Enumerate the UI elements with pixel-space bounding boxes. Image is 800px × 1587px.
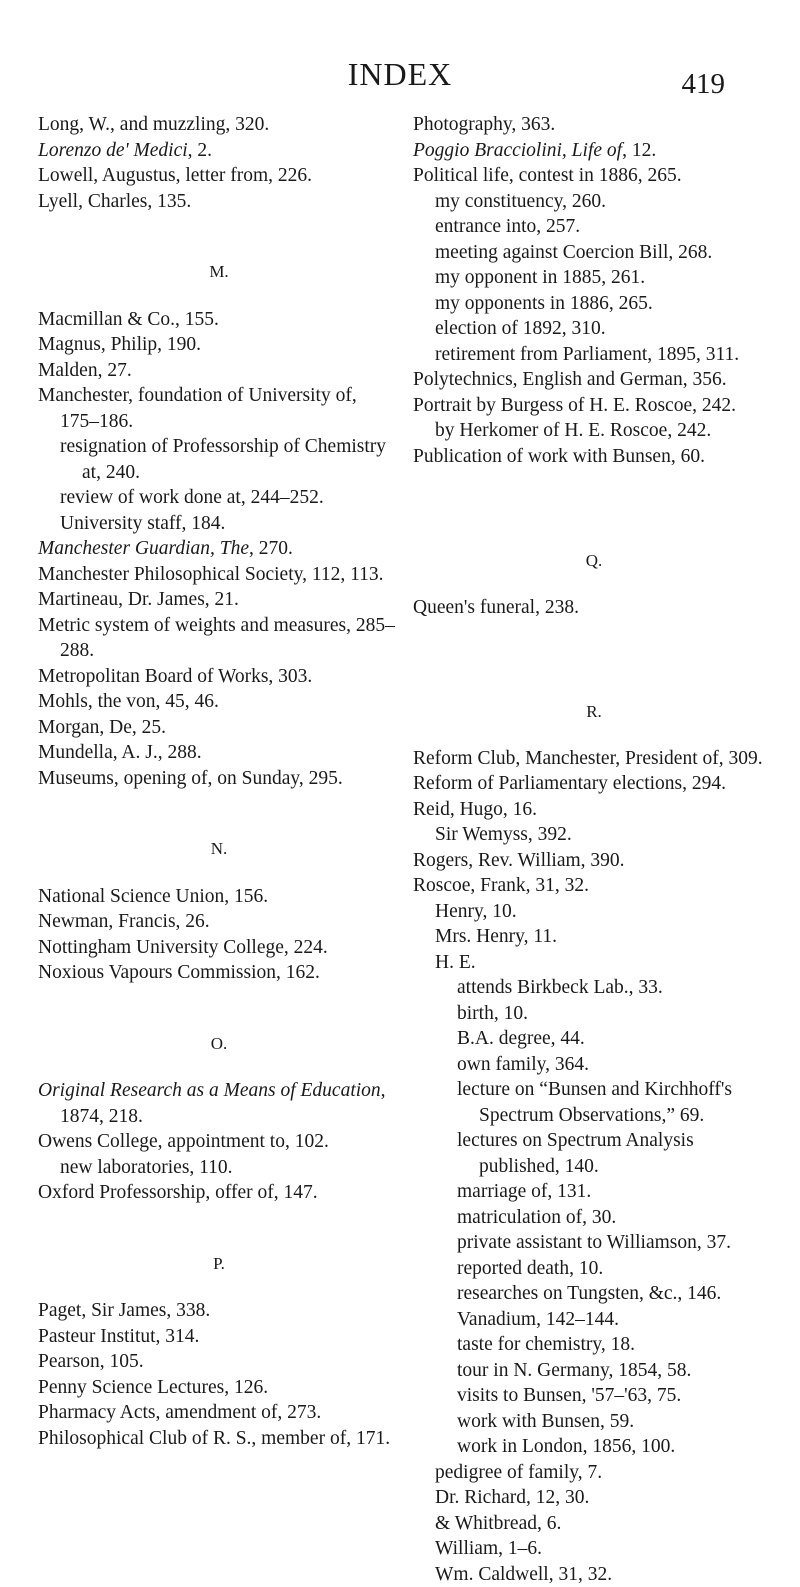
section-letter: R. — [413, 699, 775, 725]
index-entry: Pasteur Institut, 314. — [38, 1324, 400, 1350]
running-title: INDEX — [0, 58, 800, 90]
index-entry: Museums, opening of, on Sunday, 295. — [38, 766, 400, 792]
index-entry: Mundella, A. J., 288. — [38, 740, 400, 766]
index-subentry: my constituency, 260. — [413, 189, 775, 215]
index-subentry: tour in N. Germany, 1854, 58. — [413, 1358, 775, 1384]
index-entry: Malden, 27. — [38, 358, 400, 384]
section-letter: O. — [38, 1031, 400, 1057]
index-entry: Martineau, Dr. James, 21. — [38, 587, 400, 613]
index-subentry: & Whitbread, 6. — [413, 1511, 775, 1537]
index-subentry: election of 1892, 310. — [413, 316, 775, 342]
index-subentry: new laboratories, 110. — [38, 1155, 400, 1181]
index-subentry: William, 1–6. — [413, 1536, 775, 1562]
index-subentry: work with Bunsen, 59. — [413, 1409, 775, 1435]
section-letter: N. — [38, 836, 400, 862]
index-entry: Poggio Bracciolini, Life of, 12. — [413, 138, 775, 164]
index-subentry: H. E. — [413, 950, 775, 976]
index-entry: Oxford Professorship, offer of, 147. — [38, 1180, 400, 1206]
index-entry: Publication of work with Bunsen, 60. — [413, 444, 775, 470]
index-subentry: lectures on Spectrum Analysis published, 140. — [413, 1128, 775, 1179]
index-subentry: visits to Bunsen, '57–'63, 75. — [413, 1383, 775, 1409]
index-entry: Paget, Sir James, 338. — [38, 1298, 400, 1324]
index-entry: Polytechnics, English and German, 356. — [413, 367, 775, 393]
index-subentry: lecture on “Bunsen and Kirchhoff's Spectrum Observations,” 69. — [413, 1077, 775, 1128]
index-subentry: review of work done at, 244–252. — [38, 485, 400, 511]
section-letter: Q. — [413, 548, 775, 574]
index-subentry: reported death, 10. — [413, 1256, 775, 1282]
index-subentry: Wm. Caldwell, 31, 32. — [413, 1562, 775, 1587]
index-entry: Morgan, De, 25. — [38, 715, 400, 741]
index-subentry: B.A. degree, 44. — [413, 1026, 775, 1052]
index-subentry: own family, 364. — [413, 1052, 775, 1078]
index-subentry: my opponents in 1886, 265. — [413, 291, 775, 317]
index-entry: Rogers, Rev. William, 390. — [413, 848, 775, 874]
index-entry: Mohls, the von, 45, 46. — [38, 689, 400, 715]
index-subentry: work in London, 1856, 100. — [413, 1434, 775, 1460]
index-entry: Magnus, Philip, 190. — [38, 332, 400, 358]
index-entry: Metric system of weights and measures, 285–288. — [38, 613, 400, 664]
index-subentry: Sir Wemyss, 392. — [413, 822, 775, 848]
index-entry: Penny Science Lectures, 126. — [38, 1375, 400, 1401]
index-subentry: my opponent in 1885, 261. — [413, 265, 775, 291]
index-entry: Pharmacy Acts, amendment of, 273. — [38, 1400, 400, 1426]
index-entry: Queen's funeral, 238. — [413, 595, 775, 621]
index-subentry: private assistant to Williamson, 37. — [413, 1230, 775, 1256]
index-subentry: entrance into, 257. — [413, 214, 775, 240]
index-entry: Macmillan & Co., 155. — [38, 307, 400, 333]
index-entry: Pearson, 105. — [38, 1349, 400, 1375]
index-entry: Owens College, appointment to, 102. — [38, 1129, 400, 1155]
index-subentry: Vanadium, 142–144. — [413, 1307, 775, 1333]
index-subentry: resignation of Professorship of Chemistry at, 240. — [38, 434, 400, 485]
index-entry: Philosophical Club of R. S., member of, 171. — [38, 1426, 400, 1452]
index-subentry: birth, 10. — [413, 1001, 775, 1027]
index-subentry: matriculation of, 30. — [413, 1205, 775, 1231]
section-letter: M. — [38, 259, 400, 285]
index-subentry: Mrs. Henry, 11. — [413, 924, 775, 950]
index-entry: Metropolitan Board of Works, 303. — [38, 664, 400, 690]
section-letter: P. — [38, 1251, 400, 1277]
index-column-left — [38, 112, 400, 1451]
index-entry: Noxious Vapours Commission, 162. — [38, 960, 400, 986]
index-entry: Nottingham University College, 224. — [38, 935, 400, 961]
index-entry: Reform Club, Manchester, President of, 309. — [413, 746, 775, 772]
index-subentry: University staff, 184. — [38, 511, 400, 537]
index-entry: Lyell, Charles, 135. — [38, 189, 400, 215]
index-subentry: marriage of, 131. — [413, 1179, 775, 1205]
index-subentry: meeting against Coercion Bill, 268. — [413, 240, 775, 266]
index-subentry: attends Birkbeck Lab., 33. — [413, 975, 775, 1001]
index-entry: Manchester, foundation of University of, 175–186. — [38, 383, 400, 434]
index-subentry: Dr. Richard, 12, 30. — [413, 1485, 775, 1511]
index-entry: Lorenzo de' Medici, 2. — [38, 138, 400, 164]
index-subentry: Henry, 10. — [413, 899, 775, 925]
index-entry: Lowell, Augustus, letter from, 226. — [38, 163, 400, 189]
index-entry: Long, W., and muzzling, 320. — [38, 112, 400, 138]
index-entry: Newman, Francis, 26. — [38, 909, 400, 935]
index-subentry: taste for chemistry, 18. — [413, 1332, 775, 1358]
index-subentry: pedigree of family, 7. — [413, 1460, 775, 1486]
index-entry: Portrait by Burgess of H. E. Roscoe, 242. — [413, 393, 775, 419]
page-number: 419 — [682, 70, 726, 99]
index-entry: Manchester Guardian, The, 270. — [38, 536, 400, 562]
index-entry: Political life, contest in 1886, 265. — [413, 163, 775, 189]
index-subentry: researches on Tungsten, &c., 146. — [413, 1281, 775, 1307]
index-subentry: retirement from Parliament, 1895, 311. — [413, 342, 775, 368]
index-column-right — [413, 112, 775, 1587]
index-subentry: by Herkomer of H. E. Roscoe, 242. — [413, 418, 775, 444]
index-entry: Reid, Hugo, 16. — [413, 797, 775, 823]
index-entry: Roscoe, Frank, 31, 32. — [413, 873, 775, 899]
index-entry: Reform of Parliamentary elections, 294. — [413, 771, 775, 797]
index-entry: Manchester Philosophical Society, 112, 113. — [38, 562, 400, 588]
index-entry: Photography, 363. — [413, 112, 775, 138]
index-entry: National Science Union, 156. — [38, 884, 400, 910]
index-entry: Original Research as a Means of Education, 1874, 218. — [38, 1078, 400, 1129]
